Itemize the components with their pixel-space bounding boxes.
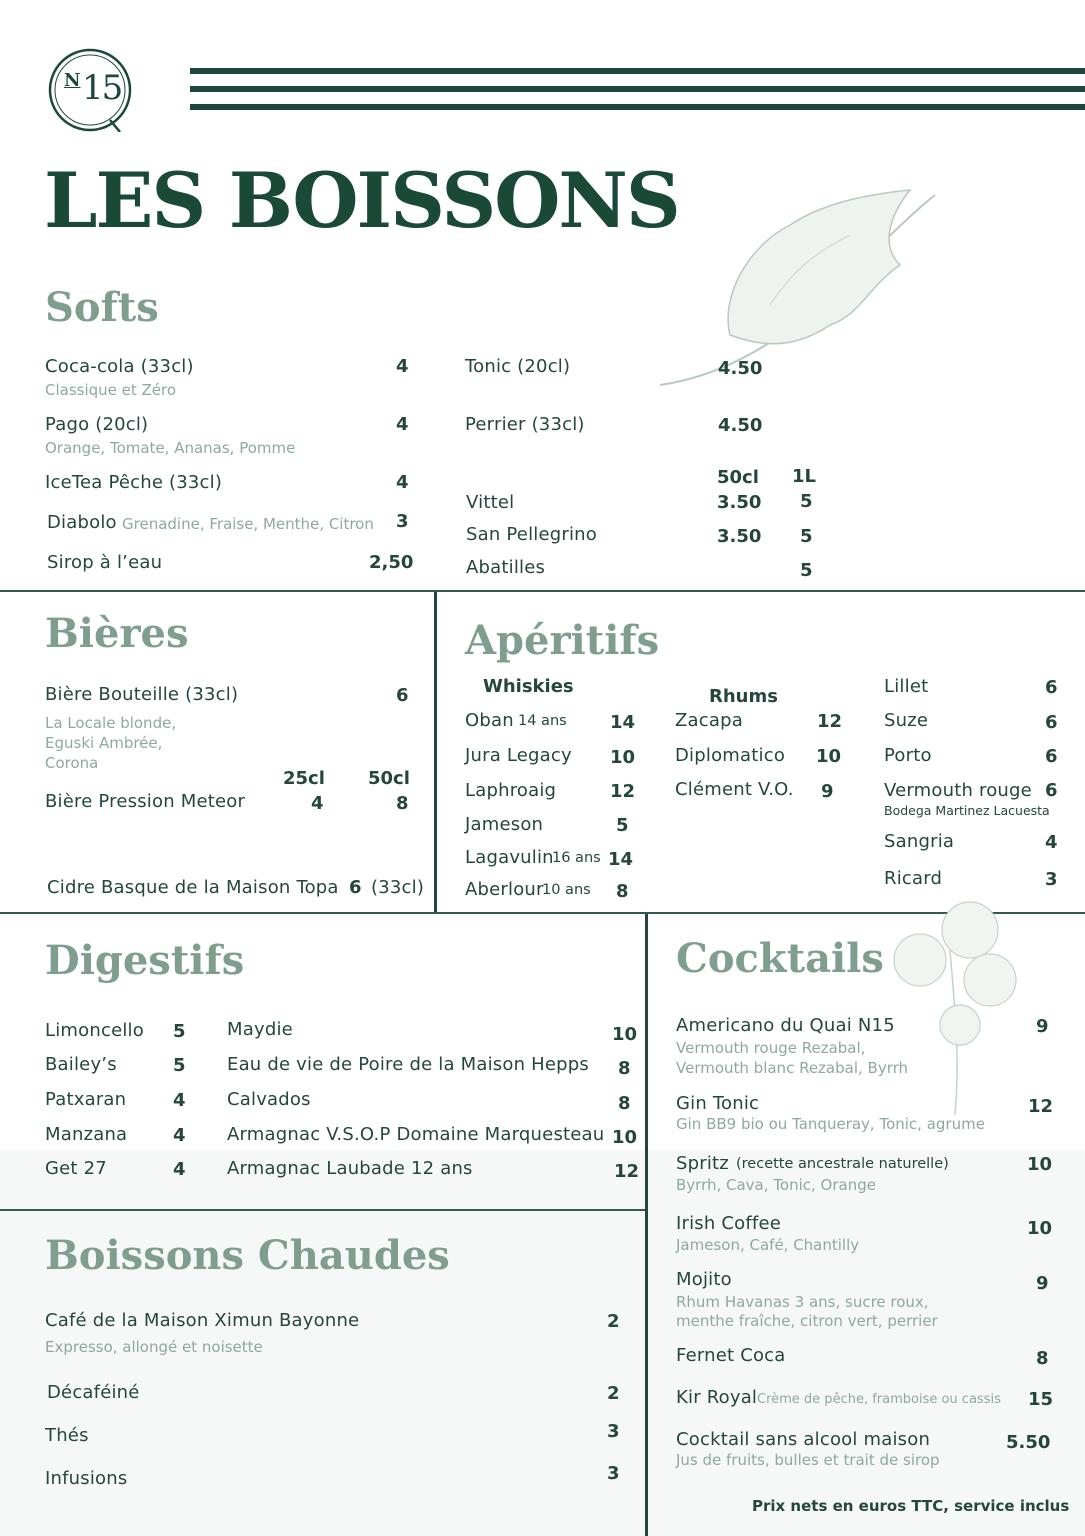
water-header-1l: 1L (792, 466, 816, 487)
aperitif-price: 6 (1045, 712, 1058, 733)
cocktail-sub: Jus de fruits, bulles et trait de sirop (676, 1451, 940, 1469)
logo-letter: N (64, 70, 81, 91)
herb-icon (880, 890, 1030, 1120)
header-stripe-3 (190, 104, 1085, 110)
softs-item-sub: Grenadine, Fraise, Menthe, Citron (122, 515, 374, 533)
cocktail-sub: Crème de pêche, framboise ou cassis (757, 1392, 1001, 1407)
softs-item-sub: Orange, Tomate, Ananas, Pomme (45, 439, 296, 457)
whisky-detail: 14 ans (518, 713, 567, 729)
digestif-price: 4 (173, 1125, 186, 1146)
whisky-name: Lagavulin (465, 847, 554, 868)
whisky-name: Jura Legacy (465, 745, 572, 766)
biere-bouteille-sub: Eguski Ambrée, (45, 734, 163, 752)
whisky-detail: 10 ans (542, 882, 591, 898)
aperitif-name: Ricard (884, 868, 943, 889)
softs-item-name: IceTea Pêche (33cl) (45, 472, 223, 493)
aperitif-name: Lillet (884, 676, 929, 697)
chaude-price: 3 (607, 1421, 620, 1442)
biere-bouteille-name: Bière Bouteille (33cl) (45, 684, 239, 705)
rhum-price: 10 (816, 746, 842, 767)
digestifs-heading: Digestifs (45, 937, 245, 984)
divider (0, 1209, 645, 1211)
digestif-name: Calvados (227, 1089, 311, 1110)
softs-item-price: 4.50 (718, 415, 763, 436)
softs-item-name: Tonic (20cl) (465, 356, 571, 377)
biere-bouteille-price: 6 (396, 685, 409, 706)
digestif-name: Manzana (45, 1124, 128, 1145)
biere-pression-price-50cl: 8 (396, 793, 409, 814)
chaude-name: Infusions (45, 1468, 128, 1489)
whisky-detail: 16 ans (552, 850, 601, 866)
rhums-header: Rhums (709, 686, 778, 707)
pression-header-50cl: 50cl (368, 768, 410, 789)
softs-item-price: 3 (396, 511, 409, 532)
chaude-name: Café de la Maison Ximun Bayonne (45, 1310, 360, 1331)
water-item-price-1l: 5 (800, 491, 813, 512)
cocktail-sub: Jameson, Café, Chantilly (676, 1236, 860, 1254)
cocktails-heading: Cocktails (676, 935, 884, 982)
logo (48, 48, 132, 132)
cidre-price: 6 (349, 877, 362, 898)
leaf-icon (650, 185, 945, 395)
whisky-price: 10 (610, 747, 636, 768)
digestif-name: Maydie (227, 1019, 293, 1040)
water-header-50cl: 50cl (717, 467, 759, 488)
softs-item-price: 4.50 (718, 358, 763, 379)
softs-heading: Softs (45, 284, 159, 331)
aperitif-name: Suze (884, 710, 929, 731)
chaude-name: Décaféiné (47, 1382, 140, 1403)
whisky-price: 14 (610, 712, 636, 733)
digestif-price: 4 (173, 1159, 186, 1180)
divider (0, 590, 1085, 592)
header-stripe-1 (190, 68, 1085, 74)
aperitif-name: Vermouth rouge (884, 780, 1032, 801)
whiskies-header: Whiskies (483, 676, 574, 697)
digestif-name: Limoncello (45, 1020, 144, 1041)
rhum-price: 9 (821, 781, 834, 802)
aperitif-name: Sangria (884, 831, 955, 852)
digestif-name: Get 27 (45, 1158, 107, 1179)
aperitif-sub: Bodega Martinez Lacuesta (884, 803, 1050, 818)
cocktail-name: Gin Tonic (676, 1093, 760, 1114)
chaude-price: 2 (607, 1383, 620, 1404)
cidre-name: Cidre Basque de la Maison Topa (47, 877, 339, 898)
cocktail-price: 12 (1028, 1096, 1054, 1117)
cocktail-price: 5.50 (1006, 1432, 1051, 1453)
aperitif-price: 4 (1045, 832, 1058, 853)
softs-item-name: Pago (20cl) (45, 414, 149, 435)
digestif-price: 4 (173, 1090, 186, 1111)
chaude-sub: Expresso, allongé et noisette (45, 1338, 263, 1356)
biere-bouteille-sub: Corona (45, 754, 99, 772)
rhum-price: 12 (817, 711, 843, 732)
digestif-price: 10 (612, 1127, 638, 1148)
softs-item-name: Sirop à l’eau (47, 552, 163, 573)
digestif-name: Eau de vie de Poire de la Maison Hepps (227, 1054, 589, 1075)
aperitifs-heading: Apéritifs (465, 617, 660, 664)
digestif-price: 8 (618, 1093, 631, 1114)
whisky-price: 12 (610, 781, 636, 802)
bieres-heading: Bières (45, 610, 189, 657)
aperitif-price: 6 (1045, 780, 1058, 801)
digestif-name: Patxaran (45, 1089, 127, 1110)
cidre-size: (33cl) (371, 877, 425, 898)
page-title: LES BOISSONS (44, 156, 679, 245)
water-item-name: Vittel (466, 492, 515, 513)
cocktail-name-detail: (recette ancestrale naturelle) (736, 1156, 949, 1172)
cocktail-price: 10 (1027, 1218, 1053, 1239)
cocktail-name: Spritz (676, 1153, 729, 1174)
whisky-price: 5 (616, 815, 629, 836)
whisky-name: Jameson (465, 814, 544, 835)
cocktail-price: 15 (1028, 1389, 1054, 1410)
softs-item-price: 4 (396, 414, 409, 435)
digestif-name: Bailey’s (45, 1054, 117, 1075)
digestif-name: Armagnac Laubade 12 ans (227, 1158, 473, 1179)
rhum-name: Zacapa (675, 710, 743, 731)
divider (434, 592, 437, 912)
whisky-name: Aberlour (465, 879, 544, 900)
cocktail-sub: menthe fraîche, citron vert, perrier (676, 1312, 938, 1330)
cocktail-sub: Vermouth blanc Rezabal, Byrrh (676, 1059, 909, 1077)
cocktail-price: 9 (1036, 1016, 1049, 1037)
divider (645, 914, 648, 1536)
cocktail-name: Cocktail sans alcool maison (676, 1429, 931, 1450)
digestif-price: 12 (614, 1161, 640, 1182)
chaude-price: 3 (607, 1463, 620, 1484)
water-item-price-50cl: 3.50 (717, 492, 762, 513)
water-item-price-1l: 5 (800, 526, 813, 547)
footer-note: Prix nets en euros TTC, service inclus (752, 1497, 1070, 1515)
aperitif-price: 6 (1045, 746, 1058, 767)
chaude-price: 2 (607, 1311, 620, 1332)
cocktail-sub: Gin BB9 bio ou Tanqueray, Tonic, agrume (676, 1115, 985, 1133)
aperitif-name: Porto (884, 745, 932, 766)
rhum-name: Clément V.O. (675, 779, 794, 800)
whisky-price: 8 (616, 881, 629, 902)
biere-pression-price-25cl: 4 (311, 793, 324, 814)
biere-pression-name: Bière Pression Meteor (45, 791, 246, 812)
digestif-price: 10 (612, 1024, 638, 1045)
cocktail-name: Americano du Quai N15 (676, 1015, 895, 1036)
softs-item-sub: Classique et Zéro (45, 381, 177, 399)
softs-item-name: Coca-cola (33cl) (45, 356, 194, 377)
cocktail-price: 10 (1027, 1154, 1053, 1175)
whisky-name: Laphroaig (465, 780, 557, 801)
header-stripe-2 (190, 86, 1085, 92)
cocktail-name: Irish Coffee (676, 1213, 782, 1234)
cocktail-name: Fernet Coca (676, 1345, 786, 1366)
softs-item-price: 4 (396, 472, 409, 493)
cocktail-name: Kir Royal (676, 1387, 758, 1408)
aperitif-price: 3 (1045, 869, 1058, 890)
pression-header-25cl: 25cl (283, 768, 325, 789)
chaudes-heading: Boissons Chaudes (45, 1232, 450, 1279)
digestif-name: Armagnac V.S.O.P Domaine Marquesteau (227, 1124, 605, 1145)
cocktail-price: 8 (1036, 1348, 1049, 1369)
whisky-price: 14 (608, 849, 634, 870)
cocktail-sub: Byrrh, Cava, Tonic, Orange (676, 1176, 876, 1194)
softs-item-name: Diabolo (47, 512, 117, 533)
softs-item-name: Perrier (33cl) (465, 414, 585, 435)
softs-item-price: 4 (396, 356, 409, 377)
digestif-price: 8 (618, 1058, 631, 1079)
digestif-price: 5 (173, 1021, 186, 1042)
water-item-price-1l: 5 (800, 560, 813, 581)
aperitif-price: 6 (1045, 677, 1058, 698)
chaude-name: Thés (45, 1425, 89, 1446)
water-item-name: San Pellegrino (466, 524, 597, 545)
cocktail-name: Mojito (676, 1269, 732, 1290)
cocktail-sub: Rhum Havanas 3 ans, sucre roux, (676, 1293, 929, 1311)
water-item-name: Abatilles (466, 557, 546, 578)
digestif-price: 5 (173, 1055, 186, 1076)
softs-item-price: 2,50 (369, 552, 414, 573)
cocktail-price: 9 (1036, 1273, 1049, 1294)
logo-number: 15 (82, 68, 122, 108)
water-item-price-50cl: 3.50 (717, 526, 762, 547)
cocktail-sub: Vermouth rouge Rezabal, (676, 1039, 866, 1057)
biere-bouteille-sub: La Locale blonde, (45, 714, 177, 732)
rhum-name: Diplomatico (675, 745, 786, 766)
whisky-name: Oban (465, 710, 514, 731)
